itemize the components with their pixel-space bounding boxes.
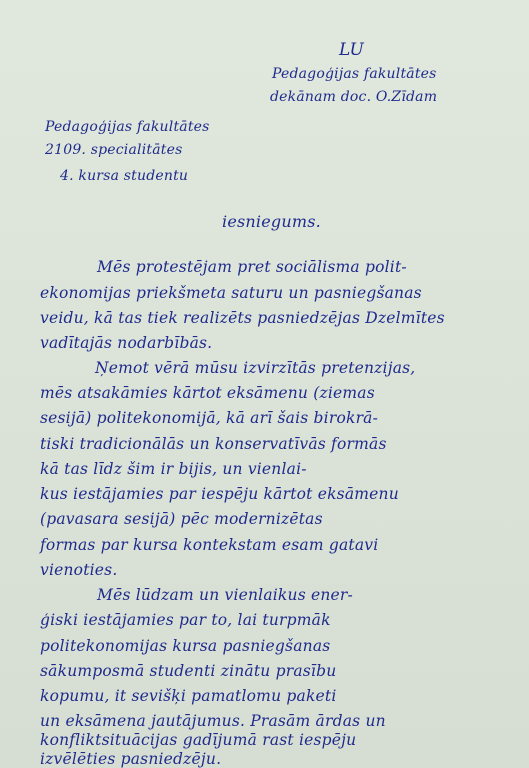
- body-line: tiski tradicionālās un konservatīvās formās: [40, 435, 387, 453]
- body-line: vienoties.: [40, 561, 118, 579]
- header-institution: LU: [339, 40, 365, 60]
- body-line: ģiski iestājamies par to, lai turpmāk: [40, 611, 331, 629]
- body-line: Ņemot vērā mūsu izvirzītās pretenzijas,: [95, 359, 416, 377]
- document-title: iesniegums.: [222, 212, 321, 231]
- body-line: kā tas līdz šim ir bijis, un vienlai-: [40, 460, 307, 478]
- body-line: (pavasara sesijā) pēc modernizētas: [40, 510, 323, 528]
- sender-line-3: 4. kursa studentu: [60, 168, 189, 184]
- body-line: sesijā) politekonomijā, kā arī šais birokrā-: [40, 409, 379, 427]
- body-line: Mēs protestējam pret sociālisma polit-: [97, 258, 407, 276]
- body-line: konfliktsituācijas gadījumā rast iespēju: [40, 731, 357, 749]
- body-line: mēs atsakāmies kārtot eksāmenu (ziemas: [40, 384, 375, 402]
- body-line: izvēlēties pasniedzēju.: [40, 750, 222, 768]
- body-line: Mēs lūdzam un vienlaikus ener-: [97, 586, 353, 604]
- sender-line-2: 2109. specialitātes: [45, 142, 183, 158]
- body-line: un eksāmena jautājumus. Prasām ārdas un: [40, 712, 386, 730]
- body-line: veidu, kā tas tiek realizēts pasniedzējas Dzelmītes: [40, 309, 445, 327]
- body-line: vadītajās nodarbībās.: [40, 334, 213, 352]
- header-addressee: dekānam doc. O.Zīdam: [270, 89, 438, 105]
- body-line: kopumu, it sevišķi pamatlomu paketi: [40, 687, 337, 705]
- body-line: sākumposmā studenti zinātu prasību: [40, 662, 337, 680]
- body-line: kus iestājamies par iespēju kārtot eksāmenu: [40, 485, 399, 503]
- header-faculty: Pedagoģijas fakultātes: [272, 66, 437, 82]
- body-line: politekonomijas kursa pasniegšanas: [40, 637, 331, 655]
- sender-line-1: Pedagoģijas fakultātes: [45, 119, 210, 135]
- body-line: ekonomijas priekšmeta saturu un pasniegšanas: [40, 284, 422, 302]
- body-line: formas par kursa kontekstam esam gatavi: [40, 536, 379, 554]
